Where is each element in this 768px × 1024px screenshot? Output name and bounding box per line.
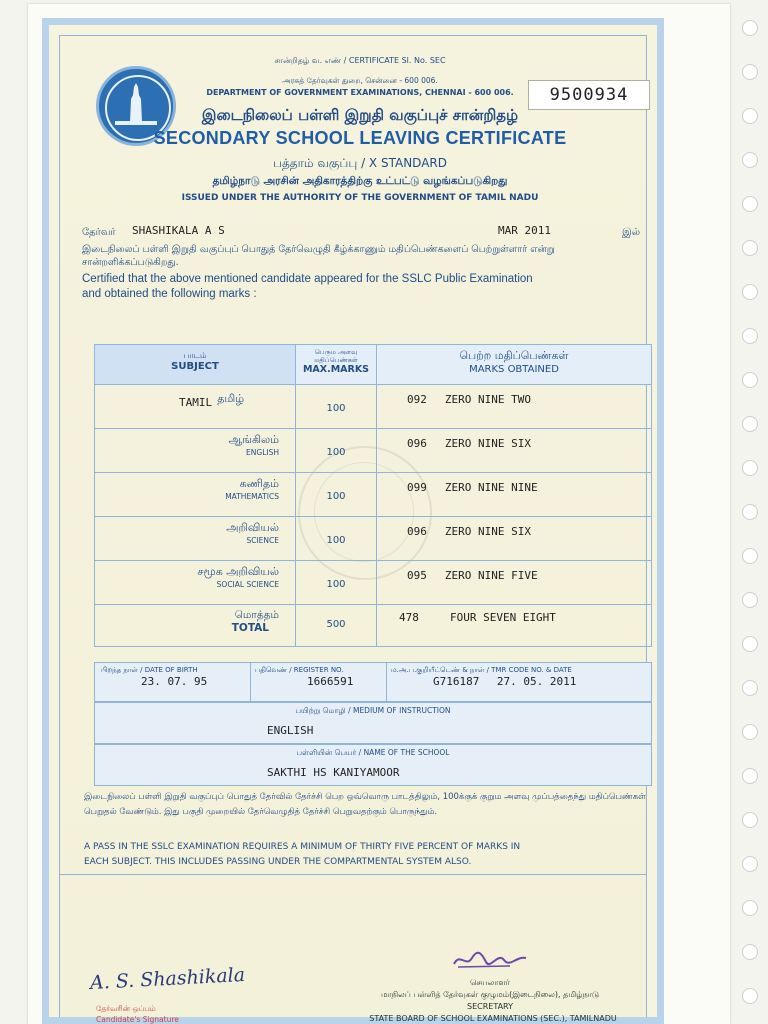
board-name: STATE BOARD OF SCHOOL EXAMINATIONS (SEC.), TAMILNADU xyxy=(369,1014,617,1023)
medium-row: பயிற்று மொழி / MEDIUM OF INSTRUCTION ENGLISH xyxy=(94,702,652,744)
certificate-frame xyxy=(59,35,647,1024)
register-number: பதிவெண் / REGISTER NO. 1666591 xyxy=(251,663,387,701)
english-statement-line1: Certified that the above mentioned candidate appeared for the SSLC Public Examination xyxy=(82,273,533,285)
max-marks-cell: 100 xyxy=(296,517,377,561)
binder-holes xyxy=(734,0,764,1024)
candidate-signature-label-tamil: தேர்வரின் ஒப்பம் xyxy=(96,1004,156,1013)
serial-number: 9500934 xyxy=(528,80,650,110)
binder-hole xyxy=(742,20,758,36)
date-of-birth: பிறந்த நாள் / DATE OF BIRTH 23. 07. 95 xyxy=(95,663,251,701)
binder-hole xyxy=(742,900,758,916)
marks-cell: 095 ZERO NINE FIVE xyxy=(377,561,652,605)
max-marks-cell: 100 xyxy=(296,561,377,605)
binder-hole xyxy=(742,548,758,564)
binder-hole xyxy=(742,64,758,80)
authority-english: ISSUED UNDER THE AUTHORITY OF THE GOVERNMENT OF TAMIL NADU xyxy=(181,193,539,203)
binder-hole xyxy=(742,372,758,388)
authority-tamil: தமிழ்நாடு அரசின் அதிகாரத்திற்கு உட்பட்டு வழங்கப்படுகிறது xyxy=(212,175,508,187)
table-row xyxy=(95,561,652,605)
candidate-prefix: தேர்வர் xyxy=(82,227,116,238)
english-note-line1: A PASS IN THE SSLC EXAMINATION REQUIRES A MINIMUM OF THIRTY FIVE PERCENT OF MARKS IN xyxy=(84,842,521,852)
binder-hole xyxy=(742,152,758,168)
table-row xyxy=(95,473,652,517)
department-tamil: அரசுத் தேர்வுகள் துறை, சென்னை - 600 006. xyxy=(282,76,438,85)
exam-session: MAR 2011 xyxy=(498,224,551,237)
binder-hole xyxy=(742,768,758,784)
binder-hole xyxy=(742,724,758,740)
serial-label: சான்றிதழ் வ. எண் / CERTIFICATE Sl. No. SEC xyxy=(274,56,446,65)
binder-hole xyxy=(742,856,758,872)
marks-cell: 099 ZERO NINE NINE xyxy=(377,473,652,517)
subject-cell: ஆங்கிலம் ENGLISH xyxy=(95,429,296,473)
secretary-signature-icon xyxy=(450,948,530,972)
binder-hole xyxy=(742,592,758,608)
max-marks-cell: 100 xyxy=(296,385,377,429)
max-marks-cell: 100 xyxy=(296,429,377,473)
binder-hole xyxy=(742,988,758,1004)
table-row xyxy=(95,429,652,473)
tamil-statement: இடைநிலைப் பள்ளி இறுதி வகுப்புப் பொதுத் தேர்வெழுதி கீழ்க்காணும் மதிப்பெண்களைப் பெற்றுள்ளார் என்று சான்றளிக்கப்படுகிறது. xyxy=(82,244,555,268)
total-cell: மொத்தம் TOTAL xyxy=(95,605,296,647)
binder-hole xyxy=(742,460,758,476)
max-marks-cell: 100 xyxy=(296,473,377,517)
binder-hole xyxy=(742,240,758,256)
page-title: SECONDARY SCHOOL LEAVING CERTIFICATE xyxy=(153,128,567,148)
medium-of-instruction: ENGLISH xyxy=(267,724,314,737)
school-row: பள்ளியின் பெயர் / NAME OF THE SCHOOL SAKTHI HS KANIYAMOOR xyxy=(94,744,652,786)
secretary-title-tamil: செயலாளர் xyxy=(470,978,510,987)
secretary-title: SECRETARY xyxy=(466,1002,513,1011)
binder-hole xyxy=(742,328,758,344)
max-marks-header: பெரும அளவு மதிப்பெண்கள் MAX.MARKS xyxy=(296,345,377,385)
english-note-line2: EACH SUBJECT. THIS INCLUDES PASSING UNDER THE COMPARTMENTAL SYSTEM ALSO. xyxy=(84,857,472,867)
table-row xyxy=(95,385,652,429)
english-statement-line2: and obtained the following marks : xyxy=(82,288,257,300)
binder-hole xyxy=(742,196,758,212)
subject-cell: TAMIL $^{தமிழ்}$ xyxy=(95,385,296,429)
candidate-signature: A. S. Shashikala xyxy=(89,963,246,995)
subject-cell: அறிவியல் SCIENCE xyxy=(95,517,296,561)
marks-obtained-header: பெற்ற மதிப்பெண்கள் MARKS OBTAINED xyxy=(377,345,652,385)
details-row xyxy=(94,662,652,702)
subject-header: பாடம் SUBJECT xyxy=(95,345,296,385)
tmr-code: ம.அ.ப.குறியீட்டெண் & நாள் / TMR CODE NO. & DATE G716187 27. 05. 2011 xyxy=(391,666,577,688)
title-tamil: இடைநிலைப் பள்ளி இறுதி வகுப்புச் சான்றிதழ் xyxy=(201,106,519,124)
binder-hole xyxy=(742,636,758,652)
marks-cell: 096 ZERO NINE SIX xyxy=(377,429,652,473)
binder-hole xyxy=(742,944,758,960)
candidate-suffix: இல் xyxy=(622,227,641,238)
binder-hole xyxy=(742,680,758,696)
marks-table xyxy=(94,344,652,647)
total-marks: 478 FOUR SEVEN EIGHT xyxy=(377,605,652,647)
candidate-signature-label: Candidate's Signature xyxy=(96,1015,179,1024)
table-row xyxy=(95,517,652,561)
candidate-name: SHASHIKALA A S xyxy=(132,224,225,237)
tamil-note: இடைநிலைப் பள்ளி இறுதி வகுப்புப் பொதுத் தேர்வில் தேர்ச்சி பெற ஒவ்வொரு பாடத்திலும், 100க்குக் குறும அளவு முப்பத்தைந்து மதிப்பெண்கள் பெறுதல் வேண்டும். இது பகுதி முறையில் தேர்வெழுதித் தேர்ச்சி பெறுவதற்கும் பொருந்தும். xyxy=(84,792,646,817)
binder-hole xyxy=(742,504,758,520)
binder-hole xyxy=(742,108,758,124)
binder-hole xyxy=(742,812,758,828)
school-name: SAKTHI HS KANIYAMOOR xyxy=(267,766,400,779)
subject-cell: சமூக அறிவியல் SOCIAL SCIENCE xyxy=(95,561,296,605)
total-max: 500 xyxy=(296,605,377,647)
marks-cell: 096 ZERO NINE SIX xyxy=(377,517,652,561)
certificate xyxy=(42,18,664,1024)
marks-cell: 092 ZERO NINE TWO xyxy=(377,385,652,429)
department-english: DEPARTMENT OF GOVERNMENT EXAMINATIONS, CHENNAI - 600 006. xyxy=(206,88,514,97)
board-name-tamil: மாநிலப் பள்ளித் தேர்வுகள் குழுமம்(இடைநிலை), தமிழ்நாடு xyxy=(380,990,600,999)
standard: பத்தாம் வகுப்பு / X STANDARD xyxy=(273,156,447,170)
binder-hole xyxy=(742,284,758,300)
binder-hole xyxy=(742,416,758,432)
divider xyxy=(60,874,646,875)
subject-cell: கணிதம் MATHEMATICS xyxy=(95,473,296,517)
